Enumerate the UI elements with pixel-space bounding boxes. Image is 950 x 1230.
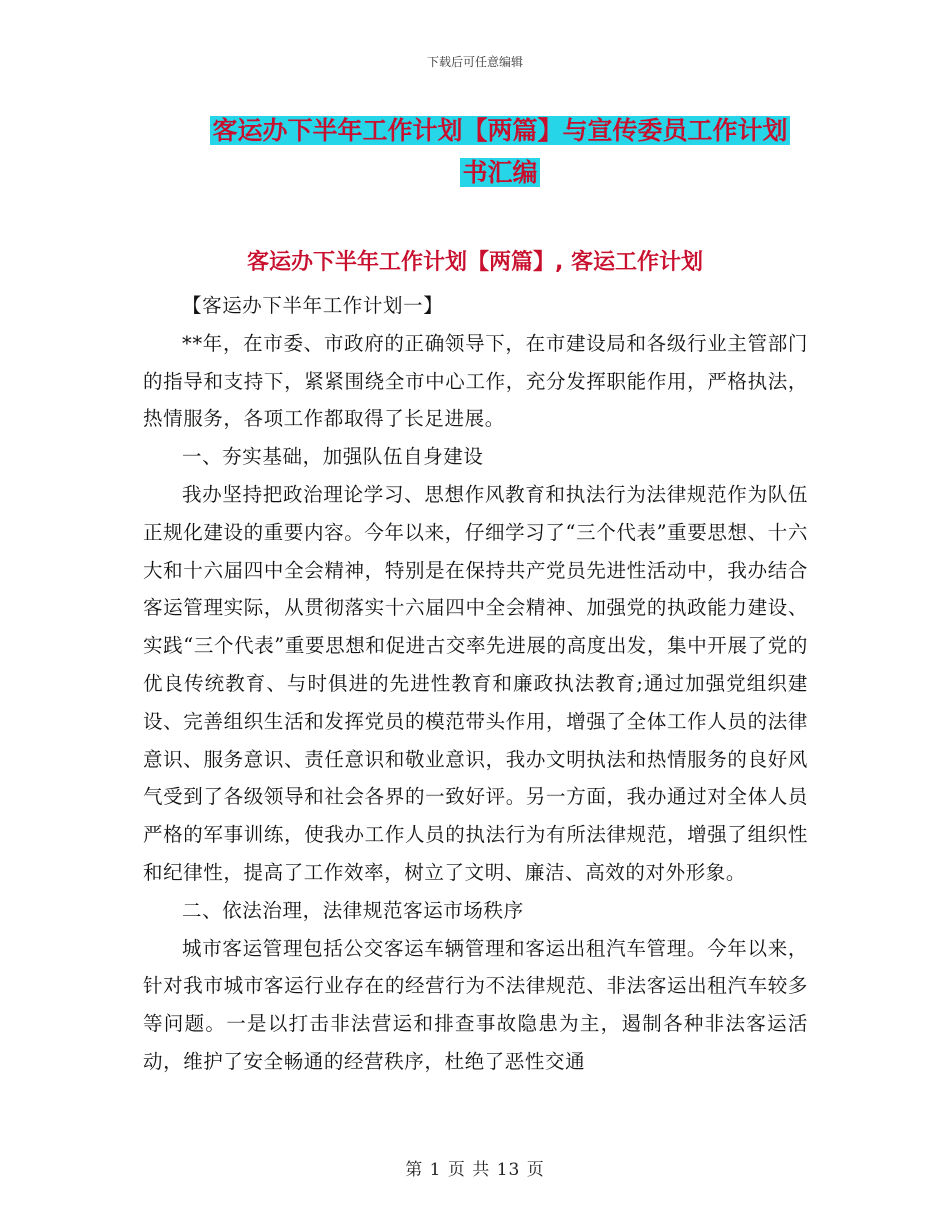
section-heading-2: 二、依法治理，法律规范客运市场秩序 (182, 898, 524, 922)
title-line-2: 书汇编 (462, 158, 538, 187)
document-title (140, 110, 860, 194)
paragraph-intro: **年，在市委、市政府的正确领导下，在市建设局和各级行业主管部门的指导和支持下，紧紧围绕全市中心工作，充分发挥职能作用，严格执法，热情服务，各项工作都取得了长足进展。 (143, 331, 808, 431)
header-note: 下载后可任意编辑 (426, 55, 523, 69)
document-body (143, 287, 808, 1081)
paragraph-plan-heading: 【客运办下半年工作计划一】 (182, 294, 444, 317)
page-footer: 第 1 页 共 13 页 (405, 1160, 545, 1180)
section-subtitle: 客运办下半年工作计划【两篇】, 客运工作计划 (246, 250, 704, 275)
title-line-1: 客运办下半年工作计划【两篇】与宣传委员工作计划 (212, 116, 788, 145)
section-heading-1: 一、夯实基础，加强队伍自身建设 (182, 445, 484, 469)
paragraph-market-order: 城市客运管理包括公交客运车辆管理和客运出租汽车管理。今年以来，针对我市城市客运行业存在的经营行为不法律规范、非法客运出租汽车较多等问题。一是以打击非法营运和排查事故隐患为主，遏制各种非法客运活动，维护了安全畅通的经营秩序，杜绝了恶性交通 (143, 936, 808, 1073)
paragraph-team-building: 我办坚持把政治理论学习、思想作风教育和执法行为法律规范作为队伍正规化建设的重要内容。今年以来，仔细学习了“三个代表”重要思想、十六大和十六届四中全会精神，特别是在保持共产党员先进性活动中，我办结合客运管理实际，从贯彻落实十六届四中全会精神、加强党的执政能力建设、实践“三个代表”重要思想和促进古交率先进展的高度出发，集中开展了党的优良传统教育、与时俱进的先进性教育和廉政执法教育;通过加强党组织建设、完善组织生活和发挥党员的模范带头作用，增强了全体工作人员的法律意识、服务意识、责任意识和敬业意识，我办文明执法和热情服务的良好风气受到了各级领导和社会各界的一致好评。另一方面，我办通过对全体人员严格的军事训练，使我办工作人员的执法行为有所法律规范，增强了组织性和纪律性，提高了工作效率，树立了文明、廉洁、高效的对外形象。 (143, 482, 808, 884)
